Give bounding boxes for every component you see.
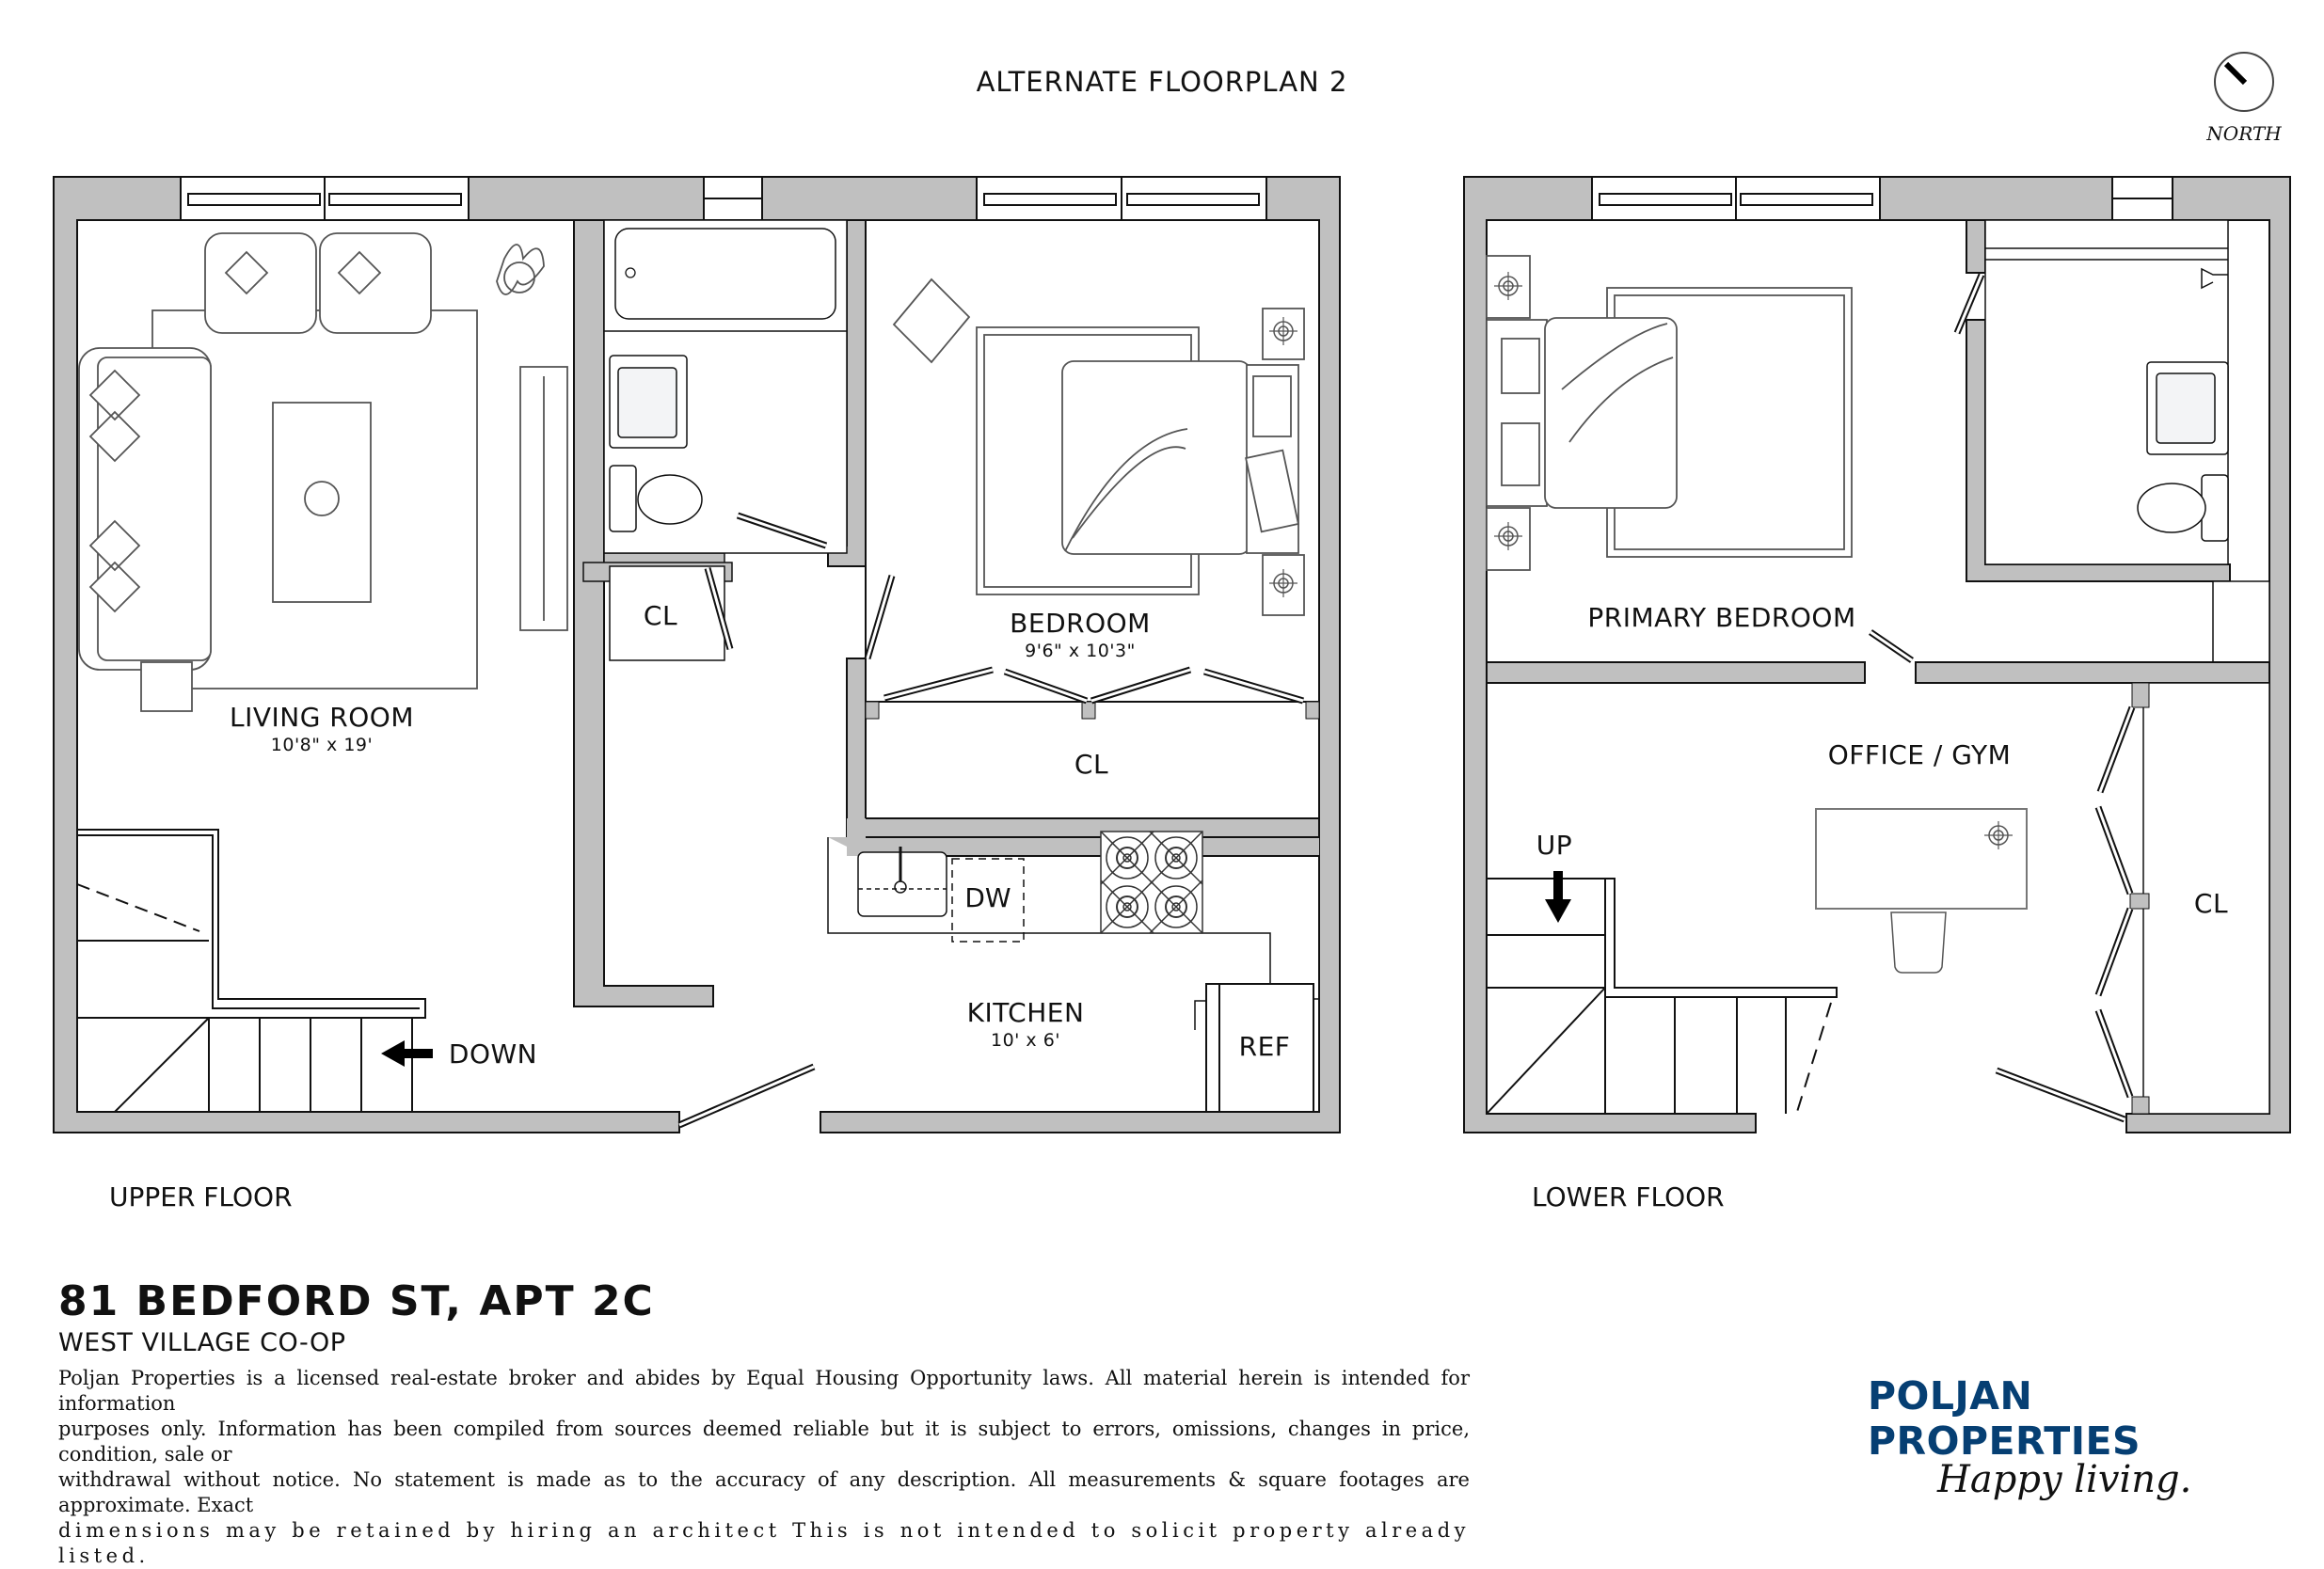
room-kitchen bbox=[967, 997, 1085, 1051]
staircase bbox=[77, 830, 425, 1112]
brand-logo bbox=[1868, 1373, 2300, 1501]
room-bedroom bbox=[1010, 608, 1151, 661]
plan-title: ALTERNATE FLOORPLAN 2 bbox=[976, 66, 1348, 98]
bifold-door bbox=[884, 670, 1303, 701]
living-room-furniture bbox=[79, 233, 567, 711]
room-closet-bath: CL bbox=[643, 600, 678, 631]
dishwasher-label: DW bbox=[964, 882, 1011, 913]
room-dimensions: 10'8" x 19' bbox=[270, 735, 374, 755]
stairs-down-label: DOWN bbox=[448, 1038, 538, 1070]
legal-disclaimer bbox=[58, 1366, 1470, 1569]
listing-address: 81 BEDFORD ST, APT 2C bbox=[58, 1277, 655, 1325]
room-name: KITCHEN bbox=[966, 997, 1085, 1028]
room-name: LIVING ROOM bbox=[229, 702, 415, 733]
room-primary-bedroom: PRIMARY BEDROOM bbox=[1587, 602, 1856, 633]
bedroom-furniture bbox=[894, 279, 1304, 615]
refrigerator-label: REF bbox=[1238, 1031, 1291, 1062]
stairs-up-label: UP bbox=[1536, 830, 1573, 861]
room-closet-lower: CL bbox=[2193, 888, 2229, 919]
room-dimensions: 10' x 6' bbox=[990, 1030, 1061, 1051]
arrow-left-icon bbox=[381, 1040, 433, 1067]
window bbox=[181, 177, 1266, 220]
brand-tagline: Happy living. bbox=[1937, 1458, 2192, 1501]
primary-bedroom-furniture bbox=[1487, 256, 1852, 570]
disclaimer-line: Poljan Properties is a licensed real-estate broker and abides by Equal Housing Opportunity laws. All material herein is intended for information bbox=[58, 1367, 1470, 1415]
staircase bbox=[1487, 879, 1837, 1114]
disclaimer-line: dimensions may be retained by hiring an architect This is not intended to solicit property already listed. bbox=[58, 1519, 1470, 1567]
room-living-room bbox=[230, 702, 414, 755]
lower-floor-label: LOWER FLOOR bbox=[1532, 1181, 1725, 1212]
room-office-gym: OFFICE / GYM bbox=[1827, 739, 2012, 770]
north-label: NORTH bbox=[2206, 122, 2282, 145]
chair bbox=[1891, 912, 1946, 973]
upper-floor-label: UPPER FLOOR bbox=[109, 1181, 293, 1212]
room-dimensions: 9'6" x 10'3" bbox=[1025, 641, 1136, 661]
room-closet-bedroom: CL bbox=[1074, 749, 1109, 780]
desk bbox=[1816, 809, 2027, 909]
lower-floor-plan bbox=[1464, 177, 2290, 1133]
brand-name: POLJAN PROPERTIES bbox=[1868, 1373, 2141, 1464]
disclaimer-line: purposes only. Information has been compiled from sources deemed reliable but it is subject to errors, omissions, changes in price, condition, sale or bbox=[58, 1418, 1470, 1466]
room-name: BEDROOM bbox=[1010, 608, 1151, 639]
listing-subtitle: WEST VILLAGE CO-OP bbox=[58, 1328, 346, 1357]
disclaimer-line: withdrawal without notice. No statement is made as to the accuracy of any description. All measurements & square footages are approximate. Exact bbox=[58, 1468, 1470, 1516]
bifold-door bbox=[2098, 707, 2132, 1097]
